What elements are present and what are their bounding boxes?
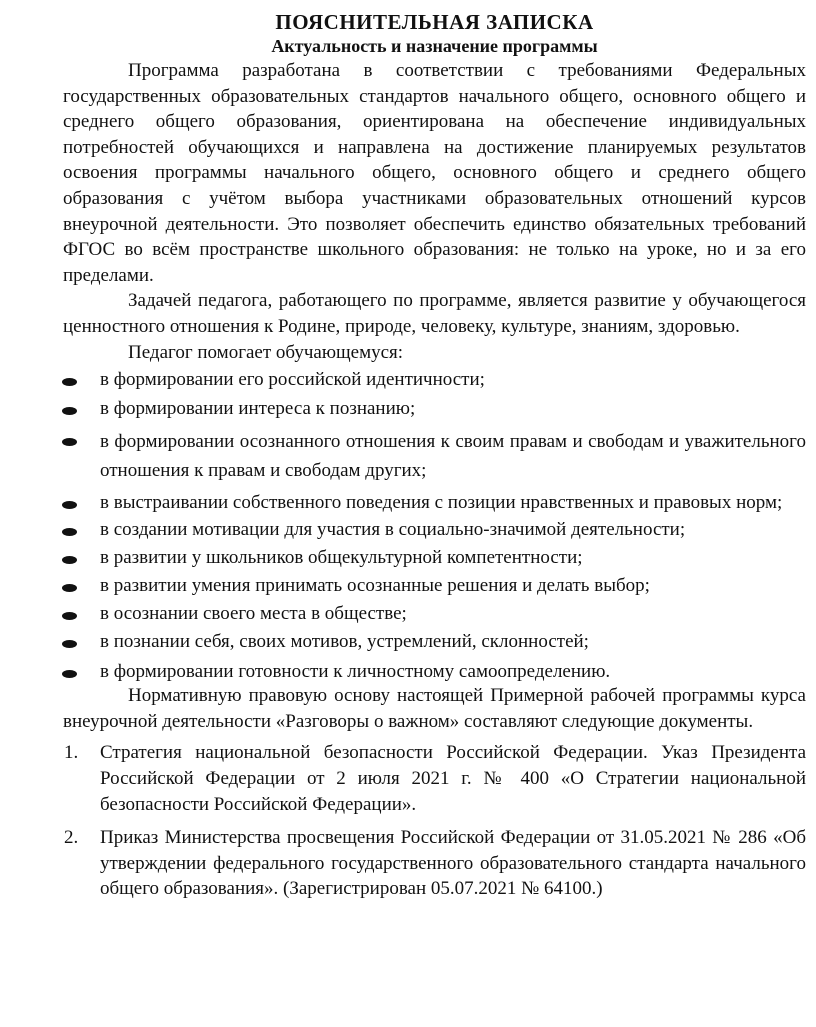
list-item: в формировании осознанного отношения к своим правам и свободам и уважительного отношения к правам и свободам других; [100, 427, 806, 485]
bullet-icon [62, 438, 77, 446]
bullet-icon [62, 528, 77, 536]
list-item: в осознании своего места в обществе; [100, 603, 806, 625]
bullet-icon [62, 378, 77, 386]
bullet-icon [62, 640, 77, 648]
paragraph-legal-basis: Нормативную правовую основу настоящей Примерной рабочей программы курса внеурочной деятельности «Разговоры о важном» составляют следующие документы. [63, 685, 806, 732]
documents-list [63, 740, 806, 902]
section-subtitle: Актуальность и назначение программы [271, 36, 598, 56]
page-title: ПОЯСНИТЕЛЬНАЯ ЗАПИСКА [275, 10, 594, 34]
list-number: 2. [64, 827, 79, 849]
list-item: 2. Приказ Министерства просвещения Российской Федерации от 31.05.2021 № 286 «Об утверждении федерального государственного образовательного стандарта начального общего образования». (Зарегистрирован 05.07.2021 № 64100.) [64, 827, 806, 900]
paragraph-program: Программа разработана в соответствии с требованиями Федеральных государственных образовательных стандартов начального общего, основного общего и среднего общего образования, ориентирована на обеспечение индивидуальных потребностей обучающихся и направлена на достижение планируемых результатов освоения программы начального общего, основного общего и среднего общего образования с учётом выбора участниками образовательных отношений курсов внеурочной деятельности. Это позволяет обеспечить единство обязательных требований ФГОС во всём пространстве школьного образования: не только на уроке, но и за его пределами. [63, 60, 806, 286]
bullet-icon [62, 612, 77, 620]
paragraph-teacher-helps: Педагог помогает обучающемуся: [128, 341, 404, 363]
list-item: в познании себя, своих мотивов, устремлений, склонностей; [100, 631, 806, 653]
list-item: в выстраивании собственного поведения с позиции нравственных и правовых норм; [100, 493, 806, 512]
paragraph-teacher-task: Задачей педагога, работающего по программе, является развитие у обучающегося ценностного отношения к Родине, природе, человеку, культуре, знаниям, здоровью. [63, 290, 806, 337]
bullet-icon [62, 556, 77, 564]
list-item: в создании мотивации для участия в социально-значимой деятельности; [100, 520, 806, 539]
bullet-icon [62, 501, 77, 509]
list-item: в развитии у школьников общекультурной компетентности; [100, 547, 806, 569]
list-number: 1. [64, 742, 79, 764]
list-item: в формировании готовности к личностному самоопределению. [100, 661, 806, 683]
bullet-icon [62, 584, 77, 592]
bullet-list [63, 369, 806, 683]
list-item: 1. Стратегия национальной безопасности Российской Федерации. Указ Президента Российской Федерации от 2 июля 2021 г. № 400 «О Стратегии национальной безопасности Российской Федерации». [64, 742, 806, 815]
bullet-icon [62, 670, 77, 678]
list-item: в формировании интереса к познанию; [100, 398, 806, 420]
list-item: в развитии умения принимать осознанные решения и делать выбор; [100, 575, 806, 597]
bullet-icon [62, 407, 77, 415]
list-item: в формировании его российской идентичности; [100, 369, 806, 391]
